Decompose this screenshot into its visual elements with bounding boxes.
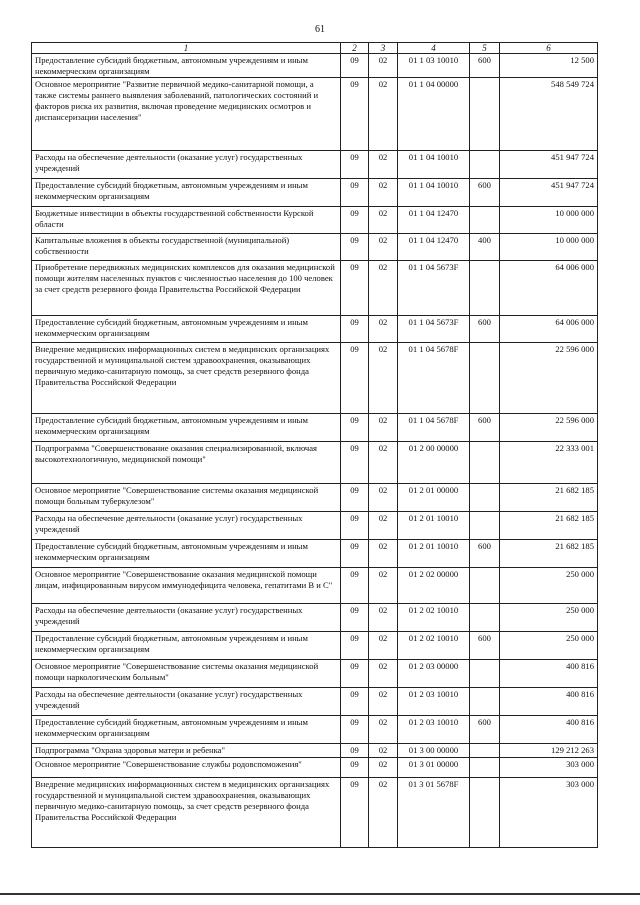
row-name: Предоставление субсидий бюджетным, автономным учреждениям и иным некоммерческим организациям xyxy=(32,716,341,744)
row-sum: 250 000 xyxy=(500,604,598,632)
row-name: Предоставление субсидий бюджетным, автономным учреждениям и иным некоммерческим организациям xyxy=(32,540,341,568)
row-vr xyxy=(470,744,500,758)
row-rz: 09 xyxy=(341,179,369,207)
row-sum: 451 947 724 xyxy=(500,151,598,179)
row-pr: 02 xyxy=(369,758,398,778)
row-name: Предоставление субсидий бюджетным, автономным учреждениям и иным некоммерческим организациям xyxy=(32,632,341,660)
row-csr: 01 1 04 12470 xyxy=(398,207,470,234)
row-pr: 02 xyxy=(369,716,398,744)
row-pr: 02 xyxy=(369,660,398,688)
row-sum: 22 596 000 xyxy=(500,343,598,414)
table-row xyxy=(32,484,598,512)
row-sum: 400 816 xyxy=(500,660,598,688)
row-vr: 600 xyxy=(470,540,500,568)
row-csr: 01 1 04 00000 xyxy=(398,78,470,151)
table-row xyxy=(32,758,598,778)
row-csr: 01 2 03 10010 xyxy=(398,716,470,744)
table-row xyxy=(32,54,598,78)
row-name: Предоставление субсидий бюджетным, автономным учреждениям и иным некоммерческим организациям xyxy=(32,414,341,442)
row-pr: 02 xyxy=(369,484,398,512)
row-csr: 01 1 04 10010 xyxy=(398,151,470,179)
row-vr: 600 xyxy=(470,316,500,343)
row-rz: 09 xyxy=(341,414,369,442)
row-name: Расходы на обеспечение деятельности (оказание услуг) государственных учреждений xyxy=(32,688,341,716)
table-row xyxy=(32,540,598,568)
table-row xyxy=(32,316,598,343)
row-rz: 09 xyxy=(341,207,369,234)
row-rz: 09 xyxy=(341,484,369,512)
row-name: Предоставление субсидий бюджетным, автономным учреждениям и иным некоммерческим организациям xyxy=(32,179,341,207)
table-row xyxy=(32,512,598,540)
row-rz: 09 xyxy=(341,54,369,78)
row-csr: 01 1 04 5673F xyxy=(398,316,470,343)
table-row xyxy=(32,568,598,604)
row-rz: 09 xyxy=(341,716,369,744)
row-rz: 09 xyxy=(341,660,369,688)
row-name: Основное мероприятие "Совершенствование системы оказания медицинской помощи наркологическим больным" xyxy=(32,660,341,688)
table-row xyxy=(32,234,598,261)
row-vr: 600 xyxy=(470,716,500,744)
row-name: Основное мероприятие "Совершенствование оказания медицинской помощи лицам, инфицированным вирусом иммунодефицита человека, гепатитами В и С" xyxy=(32,568,341,604)
row-pr: 02 xyxy=(369,512,398,540)
table-row xyxy=(32,778,598,848)
row-pr: 02 xyxy=(369,604,398,632)
row-csr: 01 2 02 10010 xyxy=(398,632,470,660)
row-sum: 451 947 724 xyxy=(500,179,598,207)
row-pr: 02 xyxy=(369,78,398,151)
row-csr: 01 2 01 10010 xyxy=(398,512,470,540)
table-row xyxy=(32,151,598,179)
row-sum: 21 682 185 xyxy=(500,512,598,540)
row-vr: 600 xyxy=(470,414,500,442)
row-name: Бюджетные инвестиции в объекты государственной собственности Курской области xyxy=(32,207,341,234)
table-row xyxy=(32,688,598,716)
row-name: Подпрограмма "Охрана здоровья матери и ребенка" xyxy=(32,744,341,758)
row-name: Внедрение медицинских информационных систем в медицинских организациях государственной и муниципальной систем здравоохранения, оказывающих первичную медико-санитарную помощь, за счет средств резервного фонда Правительства Российской Федерации xyxy=(32,343,341,414)
row-sum: 10 000 000 xyxy=(500,207,598,234)
table-row xyxy=(32,442,598,484)
table-row xyxy=(32,632,598,660)
page-number: 61 xyxy=(315,24,325,35)
table-row xyxy=(32,179,598,207)
header-col-6: 6 xyxy=(500,43,598,54)
row-sum: 548 549 724 xyxy=(500,78,598,151)
bottom-rule xyxy=(0,893,640,895)
row-csr: 01 1 03 10010 xyxy=(398,54,470,78)
row-vr xyxy=(470,688,500,716)
row-rz: 09 xyxy=(341,316,369,343)
row-sum: 12 500 xyxy=(500,54,598,78)
row-vr xyxy=(470,151,500,179)
row-pr: 02 xyxy=(369,540,398,568)
row-pr: 02 xyxy=(369,151,398,179)
row-csr: 01 2 01 10010 xyxy=(398,540,470,568)
row-rz: 09 xyxy=(341,688,369,716)
row-sum: 250 000 xyxy=(500,568,598,604)
row-vr: 400 xyxy=(470,234,500,261)
row-sum: 129 212 263 xyxy=(500,744,598,758)
row-sum: 303 000 xyxy=(500,778,598,848)
row-rz: 09 xyxy=(341,540,369,568)
row-rz: 09 xyxy=(341,778,369,848)
row-name: Предоставление субсидий бюджетным, автономным учреждениям и иным некоммерческим организациям xyxy=(32,316,341,343)
row-csr: 01 2 01 00000 xyxy=(398,484,470,512)
row-sum: 303 000 xyxy=(500,758,598,778)
row-rz: 09 xyxy=(341,261,369,316)
row-csr: 01 3 01 00000 xyxy=(398,758,470,778)
row-pr: 02 xyxy=(369,778,398,848)
table-row xyxy=(32,343,598,414)
row-sum: 22 333 001 xyxy=(500,442,598,484)
row-vr xyxy=(470,512,500,540)
row-name: Предоставление субсидий бюджетным, автономным учреждениям и иным некоммерческим организациям xyxy=(32,54,341,78)
header-col-3: 3 xyxy=(369,43,398,54)
row-pr: 02 xyxy=(369,568,398,604)
row-rz: 09 xyxy=(341,442,369,484)
budget-table xyxy=(31,42,598,848)
row-rz: 09 xyxy=(341,568,369,604)
row-csr: 01 3 00 00000 xyxy=(398,744,470,758)
row-name: Основное мероприятие "Совершенствование системы оказания медицинской помощи больным туберкулезом" xyxy=(32,484,341,512)
row-name: Капитальные вложения в объекты государственной (муниципальной) собственности xyxy=(32,234,341,261)
row-vr xyxy=(470,343,500,414)
row-csr: 01 1 04 5678F xyxy=(398,343,470,414)
table-row xyxy=(32,716,598,744)
row-pr: 02 xyxy=(369,179,398,207)
row-sum: 400 816 xyxy=(500,688,598,716)
row-rz: 09 xyxy=(341,632,369,660)
row-rz: 09 xyxy=(341,234,369,261)
row-pr: 02 xyxy=(369,261,398,316)
row-csr: 01 1 04 5678F xyxy=(398,414,470,442)
row-name: Основное мероприятие "Совершенствование службы родовспоможения" xyxy=(32,758,341,778)
row-vr xyxy=(470,207,500,234)
row-csr: 01 2 02 00000 xyxy=(398,568,470,604)
row-sum: 21 682 185 xyxy=(500,540,598,568)
row-sum: 64 006 000 xyxy=(500,261,598,316)
row-vr xyxy=(470,78,500,151)
header-row xyxy=(32,43,598,54)
row-rz: 09 xyxy=(341,78,369,151)
row-name: Расходы на обеспечение деятельности (оказание услуг) государственных учреждений xyxy=(32,604,341,632)
row-pr: 02 xyxy=(369,632,398,660)
row-rz: 09 xyxy=(341,758,369,778)
table-row xyxy=(32,604,598,632)
table-row xyxy=(32,414,598,442)
row-pr: 02 xyxy=(369,442,398,484)
row-name: Расходы на обеспечение деятельности (оказание услуг) государственных учреждений xyxy=(32,151,341,179)
row-rz: 09 xyxy=(341,744,369,758)
row-pr: 02 xyxy=(369,744,398,758)
row-vr xyxy=(470,778,500,848)
row-csr: 01 1 04 10010 xyxy=(398,179,470,207)
row-rz: 09 xyxy=(341,343,369,414)
row-sum: 250 000 xyxy=(500,632,598,660)
row-pr: 02 xyxy=(369,234,398,261)
row-csr: 01 3 01 5678F xyxy=(398,778,470,848)
row-vr xyxy=(470,758,500,778)
row-pr: 02 xyxy=(369,343,398,414)
row-vr xyxy=(470,660,500,688)
row-pr: 02 xyxy=(369,316,398,343)
row-sum: 64 006 000 xyxy=(500,316,598,343)
row-csr: 01 1 04 12470 xyxy=(398,234,470,261)
header-col-4: 4 xyxy=(398,43,470,54)
row-vr xyxy=(470,442,500,484)
row-csr: 01 1 04 5673F xyxy=(398,261,470,316)
row-sum: 21 682 185 xyxy=(500,484,598,512)
row-rz: 09 xyxy=(341,151,369,179)
row-vr: 600 xyxy=(470,179,500,207)
row-csr: 01 2 02 10010 xyxy=(398,604,470,632)
row-csr: 01 2 03 00000 xyxy=(398,660,470,688)
row-pr: 02 xyxy=(369,414,398,442)
header-col-5: 5 xyxy=(470,43,500,54)
row-pr: 02 xyxy=(369,688,398,716)
row-rz: 09 xyxy=(341,512,369,540)
table-row xyxy=(32,660,598,688)
row-rz: 09 xyxy=(341,604,369,632)
row-vr xyxy=(470,568,500,604)
row-name: Внедрение медицинских информационных систем в медицинских организациях государственной и муниципальной систем здравоохранения, оказывающих первичную медико-санитарную помощь, за счет средств резервного фонда Правительства Российской Федерации xyxy=(32,778,341,848)
table-row xyxy=(32,744,598,758)
header-col-1: 1 xyxy=(32,43,341,54)
table-row xyxy=(32,261,598,316)
row-name: Основное мероприятие "Развитие первичной медико-санитарной помощи, а также системы раннего выявления заболеваний, патологических состояний и факторов риска их развития, включая проведение медицинских осмотров и диспансеризации населения" xyxy=(32,78,341,151)
row-pr: 02 xyxy=(369,207,398,234)
row-csr: 01 2 03 10010 xyxy=(398,688,470,716)
row-vr xyxy=(470,261,500,316)
row-pr: 02 xyxy=(369,54,398,78)
header-col-2: 2 xyxy=(341,43,369,54)
row-csr: 01 2 00 00000 xyxy=(398,442,470,484)
row-name: Подпрограмма "Совершенствование оказания специализированной, включая высокотехнологичную, медицинской помощи" xyxy=(32,442,341,484)
row-vr: 600 xyxy=(470,54,500,78)
row-vr: 600 xyxy=(470,632,500,660)
row-sum: 22 596 000 xyxy=(500,414,598,442)
row-vr xyxy=(470,604,500,632)
table-row xyxy=(32,207,598,234)
row-name: Расходы на обеспечение деятельности (оказание услуг) государственных учреждений xyxy=(32,512,341,540)
row-sum: 10 000 000 xyxy=(500,234,598,261)
row-sum: 400 816 xyxy=(500,716,598,744)
row-name: Приобретение передвижных медицинских комплексов для оказания медицинской помощи жителям населенных пунктов с численностью населения до 100 человек за счет средств резервного фонда Правительства Российской Федерации xyxy=(32,261,341,316)
row-vr xyxy=(470,484,500,512)
table-row xyxy=(32,78,598,151)
